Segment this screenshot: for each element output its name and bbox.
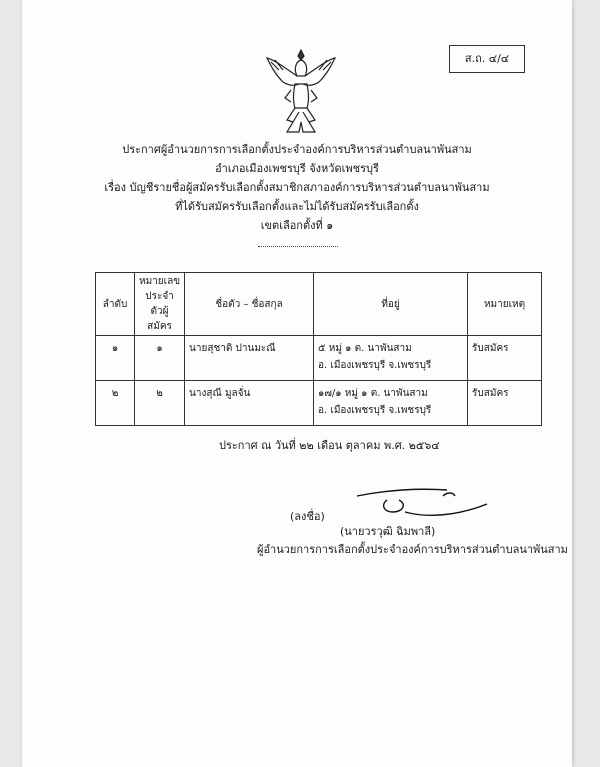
cell-number: ๑ [135, 336, 185, 381]
cell-address [314, 381, 468, 426]
cell-name: นายสุชาติ ปานมะณี [185, 336, 314, 381]
table-header-row [96, 273, 542, 336]
signer-name: (นายวรวุฒิ ฉิมพาลี) [340, 525, 436, 538]
signer-title: ผู้อำนวยการการเลือกตั้งประจำองค์การบริหารส่วนตำบลนาพันสาม [257, 543, 568, 556]
divider-dotted [258, 246, 338, 247]
header-line-district: อำเภอเมืองเพชรบุรี จังหวัดเพชรบุรี [215, 162, 379, 175]
cell-note: รับสมัคร [468, 381, 542, 426]
document-page [22, 0, 572, 767]
cell-name: นางสุณี มูลจั่น [185, 381, 314, 426]
address-line-2: อ. เมืองเพชรบุรี จ.เพชรบุรี [318, 405, 432, 416]
cell-number: ๒ [135, 381, 185, 426]
garuda-emblem-icon [265, 46, 337, 138]
sign-label: (ลงชื่อ) [290, 510, 325, 523]
cell-seq: ๑ [96, 336, 135, 381]
col-header-seq: ลำดับ [96, 273, 135, 336]
header-line-constituency: เขตเลือกตั้งที่ ๑ [260, 219, 334, 232]
address-line-1: ๑๗/๑ หมู่ ๑ ต. นาพันสาม [318, 388, 428, 399]
col-header-number: หมายเลขประจำตัวผู้สมัคร [135, 273, 185, 336]
cell-note: รับสมัคร [468, 336, 542, 381]
announcement-header [22, 140, 572, 235]
table-row [96, 381, 542, 426]
form-code-box: ส.ถ. ๔/๔ [449, 45, 525, 73]
table-row [96, 336, 542, 381]
address-line-1: ๕ หมู่ ๑ ต. นาพันสาม [318, 343, 412, 354]
col-header-name: ชื่อตัว – ชื่อสกุล [185, 273, 314, 336]
header-line-subject: เรื่อง บัญชีรายชื่อผู้สมัครรับเลือกตั้งสมาชิกสภาองค์การบริหารส่วนตำบลนาพันสาม [104, 181, 490, 194]
col-header-note: หมายเหตุ [468, 273, 542, 336]
header-line-subject-cont: ที่ได้รับสมัครรับเลือกตั้งและไม่ได้รับสมัครรับเลือกตั้ง [175, 200, 419, 213]
cell-seq: ๒ [96, 381, 135, 426]
header-line-title: ประกาศผู้อำนวยการการเลือกตั้งประจำองค์การบริหารส่วนตำบลนาพันสาม [122, 143, 472, 156]
cell-address [314, 336, 468, 381]
candidate-table [95, 272, 542, 426]
handwritten-signature [347, 482, 497, 524]
col-header-address: ที่อยู่ [314, 273, 468, 336]
announce-date: ประกาศ ณ วันที่ ๒๒ เดือน ตุลาคม พ.ศ. ๒๕๖๔ [219, 439, 440, 452]
address-line-2: อ. เมืองเพชรบุรี จ.เพชรบุรี [318, 360, 432, 371]
